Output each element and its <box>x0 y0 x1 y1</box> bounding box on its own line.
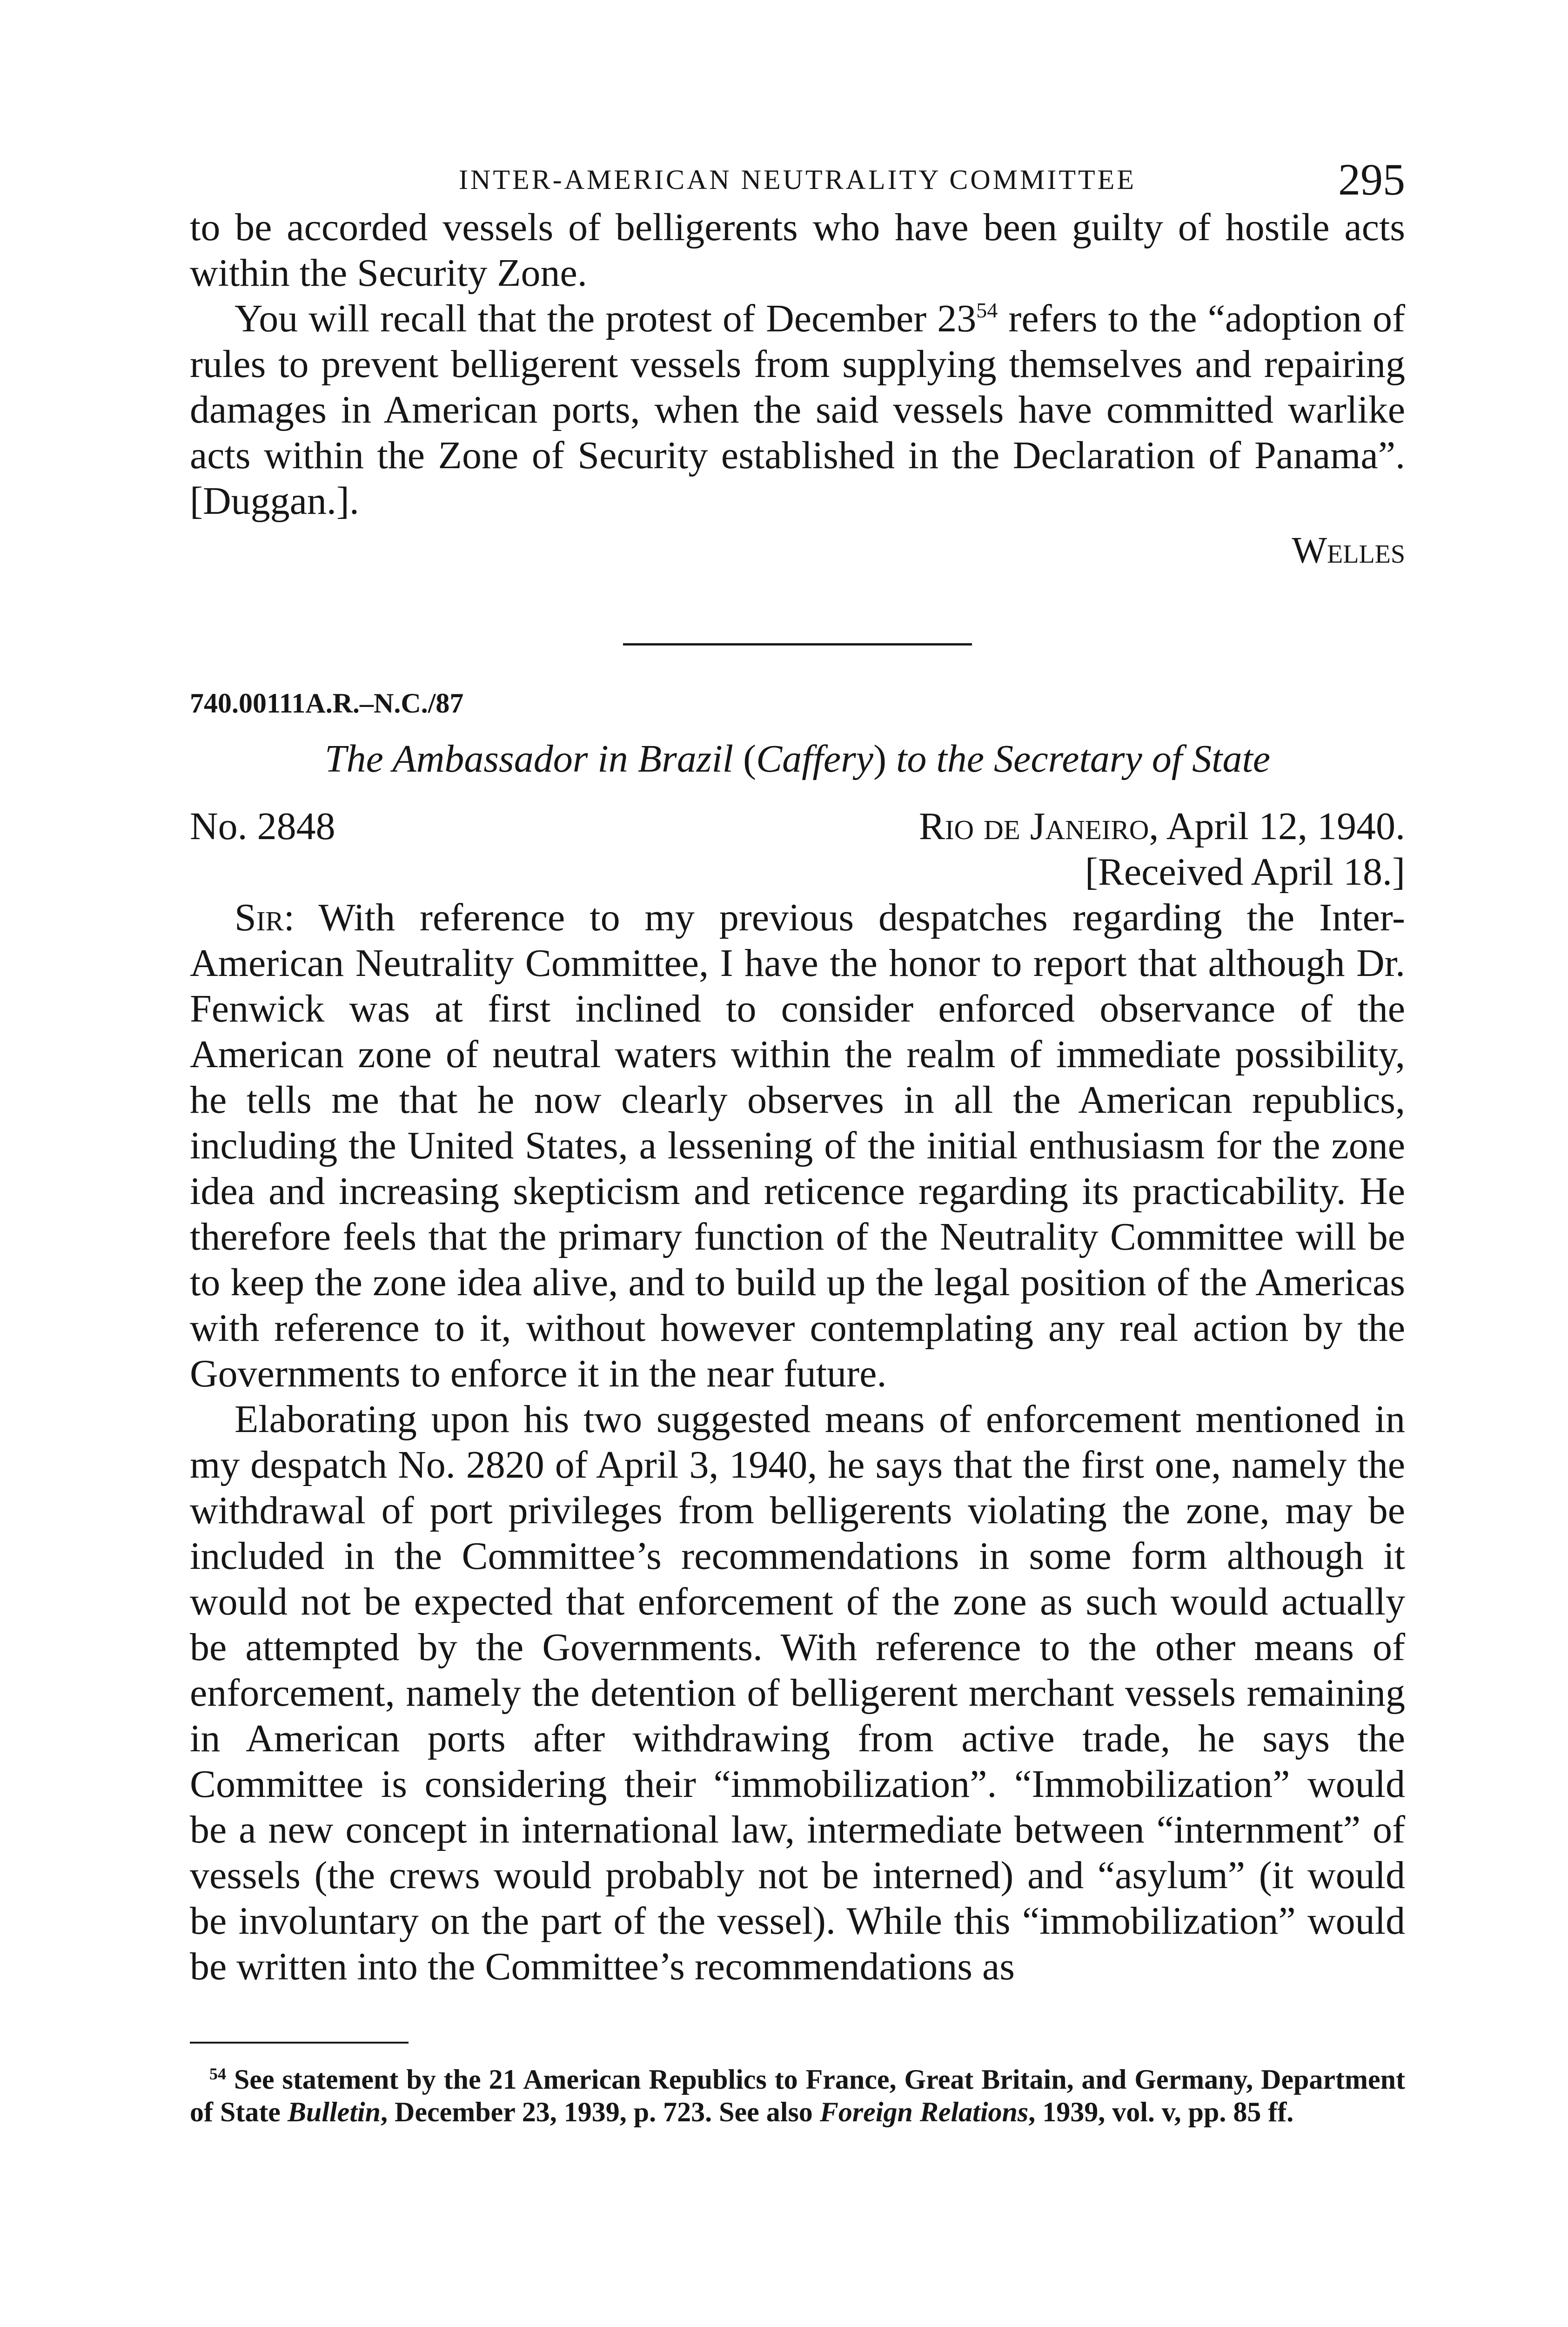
file-number: 740.00111A.R.–N.C./87 <box>190 688 464 719</box>
dateline <box>190 804 1405 849</box>
footnote-reference: 54 <box>976 298 998 322</box>
paragraph-protest <box>190 296 1405 524</box>
dateline-place: Rio de Janeiro <box>918 805 1149 848</box>
document-heading <box>190 736 1405 781</box>
footnote-text-end: , 1939, vol. v, pp. 85 ff. <box>1028 2097 1294 2127</box>
salutation: Sir <box>235 896 284 939</box>
received-date: [Received April 18.] <box>1085 850 1405 894</box>
heading-name: Caffery <box>756 737 874 780</box>
footnote-divider <box>190 2042 409 2044</box>
footnote-text-start: See statement by the 21 American Republics to France, Great Britain, and Germany, Department of State <box>190 2064 1405 2127</box>
page-number: 295 <box>1338 155 1405 204</box>
dateline-place-date <box>919 804 1405 849</box>
footnote <box>190 2063 1405 2128</box>
paragraph-protest-start: You will recall that the protest of December 23 <box>235 297 977 340</box>
heading-sender: The Ambassador in Brazil <box>324 737 734 780</box>
footnote-text-middle: , December 23, 1939, p. 723. See also <box>381 2097 820 2127</box>
signature-welles: Welles <box>1292 530 1405 571</box>
heading-recipient: to the Secretary of State <box>896 737 1271 780</box>
paragraph-report-body: : With reference to my previous despatches regarding the Inter-American Neutrality Committee, I have the honor to report that although Dr. Fenwick was at first inclined to consider enforced observance of the American zone of neutral waters within the realm of immediate possibility, he tells me that he now clearly observes in all the American republics, including the United States, a lessening of the initial enthusiasm for the zone idea and increasing skepticism and reticence regarding its practicability. He therefore feels that the primary function of the Neutrality Committee will be to keep the zone idea alive, and to build up the legal position of the Americas with reference to it, without however contemplating any real action by the Governments to enforce it in the near future. <box>190 896 1405 1395</box>
paragraph-protest-end: refers to the “adoption of rules to prevent belligerent vessels from supplying themselves and repairing damages in American ports, when the said vessels have committed warlike acts within the Zone of Security established in the Declaration of Panama”. [Duggan.]. <box>190 297 1405 523</box>
running-header <box>190 154 1405 205</box>
paragraph-enforcement: Elaborating upon his two suggested means of enforcement mentioned in my despatch No. 2820 of April 3, 1940, he says that the first one, namely the withdrawal of port privileges from belligerents violating the zone, may be included in the Committee’s recommendations in some form although it would not be expected that enforcement of the zone as such would actually be attempted by the Governments. With reference to the other means of enforcement, namely the detention of belligerent merchant vessels remaining in American ports after withdrawing from active trade, he says the Committee is considering their “immobilization”. “Immobilization” would be a new concept in international law, intermediate between “internment” of vessels (the crews would probably not be interned) and “asylum” (it would be involuntary on the part of the vessel). While this “immobilization” would be written into the Committee’s recommendations as <box>190 1398 1405 1988</box>
footnote-bulletin: Bulletin <box>287 2097 381 2127</box>
heading-paren-open: ( <box>733 737 757 780</box>
dateline-date: , April 12, 1940. <box>1149 805 1405 848</box>
footnote-number: 54 <box>209 2065 226 2083</box>
section-divider <box>623 643 972 646</box>
paragraph-report <box>190 895 1405 1397</box>
heading-paren-close: ) <box>873 737 897 780</box>
despatch-number: No. 2848 <box>190 805 335 848</box>
paragraph-continuation: to be accorded vessels of belligerents who have been guilty of hostile acts within the Security Zone. <box>190 206 1405 295</box>
document-page <box>190 154 1405 2128</box>
running-title: INTER-AMERICAN NEUTRALITY COMMITTEE <box>459 164 1136 195</box>
footnote-foreign-relations: Foreign Relations <box>819 2097 1029 2127</box>
